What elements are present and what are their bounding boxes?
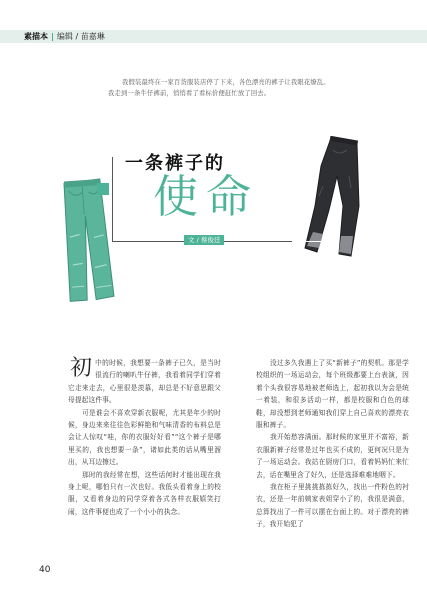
editor-credit: 编辑 / 苗嘉琳 bbox=[56, 32, 105, 41]
article-column-left bbox=[68, 357, 221, 518]
header-separator: | bbox=[51, 32, 54, 41]
paragraph: 那时的我经常在想，这些话何时才能出现在我身上呢，哪怕只有一次也好。我低头看着身上的校服，又看着身边的同学穿着各式各样衣服嬉笑打闹，这件事便也成了一个小小的执念。 bbox=[68, 470, 221, 516]
accent-square bbox=[97, 183, 109, 195]
article-title: 一条裤子的 bbox=[125, 153, 225, 174]
paragraph bbox=[68, 357, 221, 407]
drop-cap: 初 bbox=[70, 356, 93, 381]
paragraph-text: 中的时候，我想要一条裤子已久，是当时很流行的喇叭牛仔裤，我看着同学们穿着它走来走去，心里很是羡慕，却总是不好意思跟父母提起这件事。 bbox=[68, 359, 221, 405]
article-column-right bbox=[256, 357, 409, 531]
page-number: 40 bbox=[39, 565, 51, 575]
column-name: 素描本 bbox=[24, 32, 48, 41]
running-header bbox=[24, 31, 105, 42]
intro-paragraph: 我假装最终在一家百货服装店停了下来，各色漂亮的裤子让我眼花缭乱。我走到一条牛仔裤前，悄悄看了看标价便赶忙放了回去。 bbox=[108, 79, 330, 97]
paragraph: 我在柜子里挑挑拣拣好久，找出一件粉色的衬衣，还是一年前姨家表姐穿小了的，我很是满意，总算找出了一件可以摆在台面上的。对于漂亮的裤子，我开始犯了 bbox=[256, 483, 409, 529]
green-jeans-image bbox=[56, 176, 118, 304]
author-byline: 文 / 蔡俊廷 bbox=[184, 235, 224, 245]
paragraph: 我开始愁容满面。那时候的家里并不富裕，新衣服新裤子经常是过年也买不成的，更何况只是为了一场运动会。我站在厨房门口，看着妈妈忙来忙去，话在嘴里含了好久，还是选择难难地咽下。 bbox=[256, 433, 409, 479]
paragraph: 没过多久我遇上了买“新裤子”的契机。那是学校组织的一场运动会，每个班级都要上台表演，因着个头我很容易地被老师选上，起初我以为会是统一着装，和很多活动一样，都是校服和白色的球鞋，却没想到老师通知我们穿上自己喜欢的漂亮衣服和裤子。 bbox=[256, 359, 409, 430]
article-title-large: 使命 bbox=[153, 170, 260, 223]
paragraph: 可是谁会不喜欢穿新衣服呢，尤其是年少的时候，身边来来往往色彩鲜艳和气味清香的布料总是会让人惊叹“哇，你的衣服好好看”“这个裤子是哪里买的，我也想要一条”，诸如此类的话从嘴里溜出，从耳边擦过。 bbox=[68, 408, 221, 467]
